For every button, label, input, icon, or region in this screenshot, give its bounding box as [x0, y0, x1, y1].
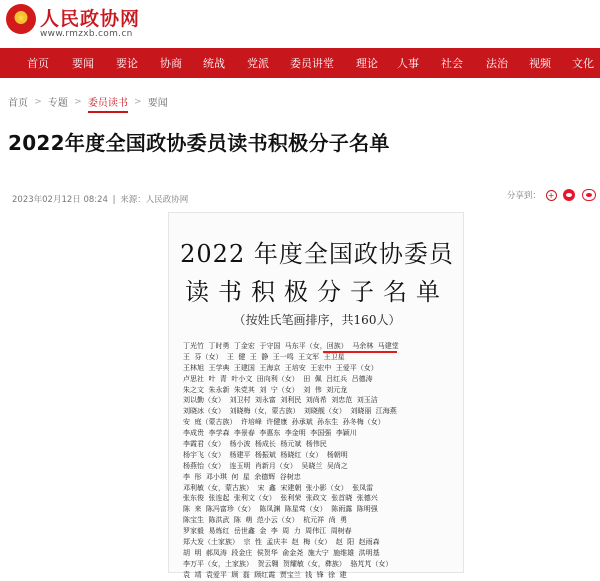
- wechat-icon[interactable]: [582, 189, 596, 201]
- share-label: 分享到：: [506, 191, 541, 201]
- nav-item-law[interactable]: 法治: [486, 57, 508, 70]
- name-row: 杨宇飞（女） 杨建平 杨振斌 杨晓红（女） 杨朝明: [183, 450, 348, 459]
- name-row: 袁 靖 袁爱平 顾 磊 顾红霞 贾宝兰 钱 锋 徐 建: [183, 570, 347, 579]
- nav-item-parties[interactable]: 党派: [247, 57, 269, 70]
- article-date: 2023年02月12日 08:24: [12, 195, 108, 205]
- nav-item-home[interactable]: 首页: [27, 57, 49, 70]
- name-row: 陈 来 陈冯富珍（女） 陈凤渊 陈星莺（女） 陈雨露 陈明强: [183, 505, 378, 514]
- share-bar: [507, 189, 596, 201]
- nav-item-personnel[interactable]: 人事: [397, 57, 419, 70]
- main-nav: [0, 48, 600, 78]
- breadcrumb-reading[interactable]: 委员读书: [88, 98, 128, 113]
- name-row: 胡 明 郝凤涛 段金庄 侯贺华 俞金尧 施大宁 施维雄 洪明基: [183, 548, 380, 557]
- nav-item-opinion[interactable]: 要论: [116, 57, 138, 70]
- weibo-icon[interactable]: [563, 189, 575, 201]
- name-row: 朱之文 朱永新 朱党其 刘 宁（女） 刘 伟 刘元龙: [183, 385, 348, 394]
- article-meta: [12, 193, 188, 205]
- name-row: 李霞君（女） 杨小波 杨成长 杨元斌 杨伟民: [183, 440, 327, 449]
- breadcrumb: [8, 94, 168, 109]
- name-row: 安 庭（蒙古族） 许培峰 许健康 孙承斌 孙东生 孙冬梅（女）: [183, 418, 385, 427]
- nav-item-consult[interactable]: 协商: [160, 57, 182, 70]
- breadcrumb-separator-icon: >: [134, 96, 142, 107]
- breadcrumb-topic[interactable]: 专题: [47, 98, 68, 109]
- name-row: 邓利敏（女，蒙古族） 宋 鑫 宋建朝 张小影（女） 张凤雷: [183, 483, 374, 492]
- name-row: 王 芬（女） 王 健 王 静 王一鸣 王文军 王卫星: [183, 352, 345, 361]
- name-row: 刘以勤（女） 刘卫村 刘永富 刘利民 刘尚希 刘忠范 刘玉洁: [183, 396, 378, 405]
- name-row: 杨燕怡（女） 连玉明 肖新月（女） 吴晓兰 吴尚之: [183, 461, 348, 470]
- breadcrumb-separator-icon: >: [74, 96, 82, 107]
- name-list: [183, 341, 453, 581]
- name-row: 陈宝生 陈洪武 陈 萌 范小云（女） 杭元祥 尚 勇: [183, 516, 348, 525]
- name-row: 罗家毅 易炼红 岳世鑫 金 李 周 力 周伟江 周树春: [183, 527, 352, 536]
- name-row: 李 彤 邓小琪 何 星 余德辉 谷树忠: [183, 472, 301, 481]
- breadcrumb-news[interactable]: 要闻: [147, 98, 168, 109]
- site-url: www.rmzxb.com.cn: [40, 29, 133, 39]
- doc-title-line1: 2022 年度全国政协委员: [180, 240, 454, 268]
- nav-item-video[interactable]: 视频: [529, 57, 551, 70]
- site-header: [0, 0, 600, 48]
- name-row: 刘晓冰（女） 刘晓梅（女，蒙古族） 刘晓舰（女） 刘晓丽 江海燕: [183, 407, 397, 416]
- nav-item-society[interactable]: 社会: [441, 57, 463, 70]
- name-row: 张东俊 张连起 张利文（女） 张利荣 张政文 张首晓 张德兴: [183, 494, 378, 503]
- name-row: 李成贵 李学森 李景春 李惠东 李金明 李国强 李颖川: [183, 429, 357, 438]
- page-title: 2022年度全国政协委员读书积极分子名单: [8, 131, 390, 155]
- nav-item-news[interactable]: 要闻: [72, 57, 94, 70]
- cppcc-emblem-icon[interactable]: [6, 4, 36, 34]
- share-more-icon[interactable]: +: [546, 190, 557, 201]
- doc-subtitle: （按姓氏笔画排序，共160人）: [233, 313, 401, 327]
- name-list-image: [168, 212, 464, 579]
- nav-item-united[interactable]: 统战: [203, 57, 225, 70]
- name-row: 卢思社 叶 青 叶小文 田向利（女） 田 佩 吕红兵 吕德涛: [183, 374, 373, 383]
- doc-title-line2: 读书积极分子名单: [185, 278, 449, 306]
- article-source: 来源：人民政协网: [120, 195, 189, 205]
- nav-item-theory[interactable]: 理论: [356, 57, 378, 70]
- breadcrumb-home[interactable]: 首页: [8, 98, 28, 109]
- name-row: 李万平（女，土家族） 贺云翱 贺耀敏（女，彝族） 骆芃芃（女）: [183, 559, 393, 568]
- name-row: 王林旭 王学典 王建国 王海京 王培安 王宏中 王爱平（女）: [183, 363, 378, 372]
- nav-item-lecture[interactable]: 委员讲堂: [290, 57, 334, 70]
- site-logo-text[interactable]: 人民政协网: [40, 8, 141, 30]
- nav-item-culture[interactable]: 文化: [572, 57, 594, 70]
- name-row: 郑大发（土家族） 宗 性 孟庆丰 赵 梅（女） 赵 阳 赵雨森: [183, 538, 380, 547]
- name-row: 丁光竹 丁时勇 丁金宏 于守国 马东平（女，回族） 马余林 马建堂: [183, 342, 399, 350]
- breadcrumb-separator-icon: >: [34, 96, 42, 107]
- meta-separator: |: [112, 195, 116, 205]
